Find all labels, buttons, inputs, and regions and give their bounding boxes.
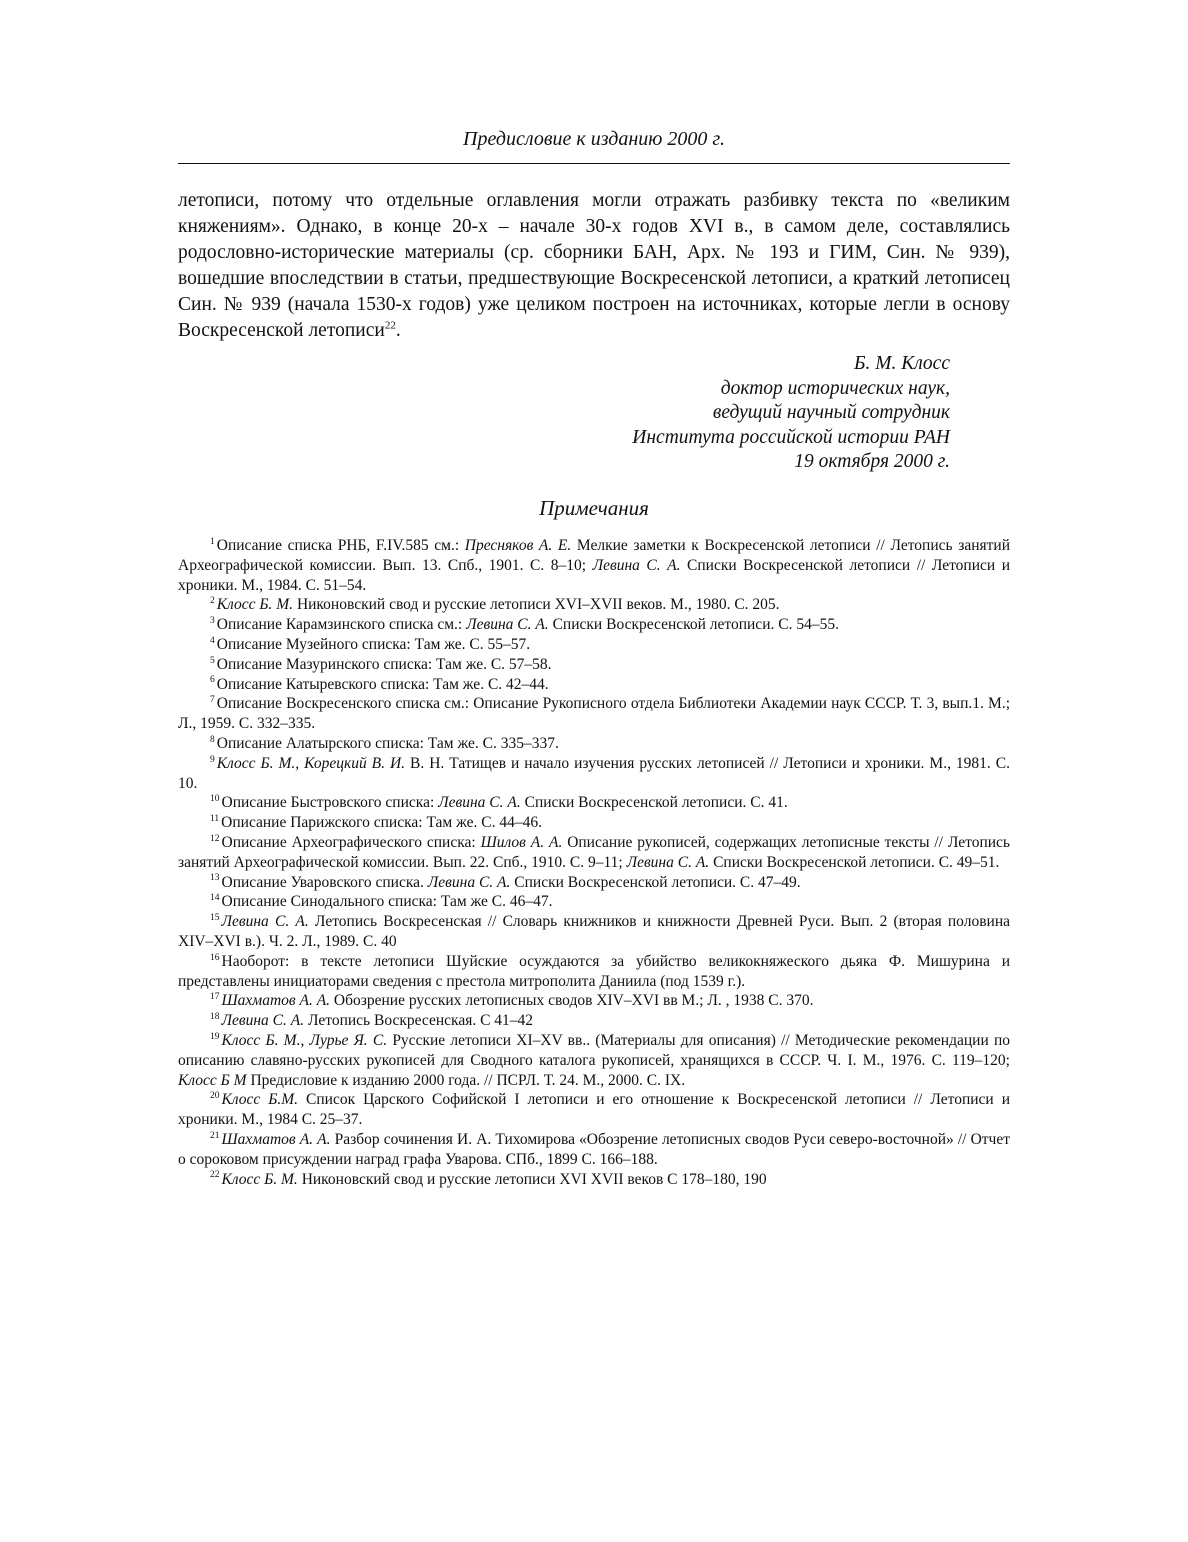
note-number: 10: [210, 794, 220, 805]
note-number: 5: [210, 655, 215, 666]
body-paragraph: [178, 188, 1010, 344]
note-19: [178, 1031, 1010, 1090]
body-end-punct: .: [395, 320, 401, 341]
note-number: 16: [210, 952, 220, 963]
note-15: [178, 912, 1010, 952]
note-text: Никоновский свод и русские летописи XVI–XVII веков. М., 1980. С. 205.: [293, 596, 780, 614]
author-name: Б. М. Клосс: [854, 353, 950, 374]
note-text: Списки Воскресенской летописи. С. 47–49.: [510, 873, 801, 891]
note-number: 7: [210, 695, 215, 706]
footnote-ref: 22: [384, 319, 396, 332]
note-22: [178, 1170, 1010, 1190]
notes-title: Примечания: [539, 496, 649, 520]
running-header: Предисловие к изданию 2000 г.: [463, 128, 725, 150]
body-text: летописи, потому что отдельные оглавления могли отражать разбивку текста по «великим княжениям». Однако, в конце 20-х – начале 30-х годов XVI в., в самом деле, составлялись родословно-исторические материалы (ср. сборники БАН, Арх. № 193 и ГИМ, Син. № 939), вошедшие впоследствии в статьи, предшествующие Воскресенской летописи, а краткий летописец Син. № 939 (начала 1530-х годов) уже целиком построен на источниках, которые легли в основу Воскресенской летописи: [178, 190, 1010, 341]
note-text: Мелкие заметки к Воскресенской летописи // Летопись занятий Археографической комиссии. Вып. 13. Спб., 1901. С. 8–10;: [178, 537, 1010, 574]
author-institution: Института российской истории РАН: [632, 426, 950, 448]
note-author: Клосс Б. М.: [216, 596, 294, 614]
note-number: 6: [210, 675, 215, 686]
note-17: [178, 991, 1010, 1011]
note-21: [178, 1130, 1010, 1170]
note-text: Описание Воскресенского списка см.: Описание Рукописного отдела Библиотеки Академии наук СССР. Т. 3, вып.1. М.; Л., 1959. С. 332–335.: [178, 695, 1010, 733]
note-8: [178, 734, 1010, 754]
note-text: Списки Воскресенской летописи. С. 54–55.: [548, 616, 839, 634]
note-number: 22: [210, 1170, 220, 1181]
note-9: [178, 754, 1010, 794]
note-author: Клосс Б. М.: [221, 1170, 298, 1188]
note-12: [178, 833, 1010, 873]
note-author: Шилов А. А.: [480, 833, 563, 851]
note-18: [178, 1011, 1010, 1031]
note-text: Летопись Воскресенская // Словарь книжников и книжности Древней Руси. Вып. 2 (вторая половина XIV–XVI в.). Ч. 2. Л., 1989. С. 40: [178, 913, 1010, 950]
note-author: Левина С. А.: [221, 913, 309, 931]
note-number: 1: [210, 536, 215, 547]
note-author: Левина С. А.: [427, 873, 511, 891]
note-text: Описание Синодального списка: Там же С. 46–47.: [221, 893, 553, 911]
note-number: 4: [210, 635, 215, 646]
note-author: Шахматов А. А.: [221, 992, 331, 1010]
note-11: [178, 813, 1010, 833]
note-number: 9: [210, 754, 215, 765]
note-text: Описание списка РНБ, F.IV.585 см.:: [216, 537, 465, 554]
note-text: Список Царского Софийской I летописи и его отношение к Воскресенской летописи // Летописи и хроники. М., 1984 С. 25–37.: [178, 1091, 1010, 1129]
note-text: Летопись Воскресенская. С 41–42: [304, 1012, 534, 1030]
note-text: Описание Карамзинского списка см.:: [216, 616, 467, 634]
signature-date: 19 октября 2000 г.: [794, 451, 950, 472]
note-13: [178, 873, 1010, 893]
note-number: 20: [210, 1091, 220, 1102]
note-text: Описание Уваровского списка.: [221, 873, 428, 891]
note-text: Описание Катыревского списка: Там же. С. 42–44.: [216, 675, 549, 693]
note-number: 11: [210, 814, 220, 824]
note-text: Наоборот: в тексте летописи Шуйские осуждаются за убийство великокняжеского дьяка Ф. Мишурина и представлены инициаторами сведения с престола митрополита Даниила (под 1539 г.).: [178, 952, 1010, 990]
author-degree: доктор исторических наук,: [720, 377, 950, 399]
note-16: [178, 952, 1010, 992]
note-author: Клосс Б М: [178, 1071, 247, 1089]
note-text: Разбор сочинения И. А. Тихомирова «Обозрение летописных сводов Руси северо-восточной» // Отчет о сороковом присуждении наград графа Уварова. СПб., 1899 С. 166–188.: [178, 1130, 1010, 1168]
note-author: Левина С. А.: [438, 794, 521, 812]
note-number: 8: [210, 734, 215, 745]
note-number: 14: [210, 893, 220, 904]
note-author: Левина С. А.: [626, 853, 710, 871]
note-text: Предисловие к изданию 2000 года. // ПСРЛ. Т. 24. М., 2000. С. IX.: [246, 1071, 686, 1089]
note-author: Шахматов А. А.: [221, 1130, 331, 1148]
note-text: Описание рукописей, содержащих летописные тексты // Летопись занятий Археографической комиссии. Вып. 22. Спб., 1910. С. 9–11;: [178, 833, 1010, 871]
note-number: 19: [210, 1031, 220, 1042]
note-text: Обозрение русских летописных сводов XIV–XVI вв М.; Л. , 1938 С. 370.: [330, 992, 814, 1010]
note-text: Списки Воскресенской летописи. С. 49–51.: [709, 853, 1000, 871]
note-number: 3: [210, 616, 215, 627]
note-text: Описание Мазуринского списка: Там же. С. 57–58.: [216, 655, 552, 673]
note-5: [178, 655, 1010, 675]
note-number: 15: [210, 912, 220, 923]
note-text: Описание Археографического списка:: [221, 833, 481, 851]
note-number: 13: [210, 873, 220, 884]
note-author: Клосс Б.М.: [221, 1091, 299, 1109]
note-text: Описание Алатырского списка: Там же. С. 335–337.: [216, 734, 559, 752]
note-number: 18: [210, 1011, 220, 1022]
note-number: 12: [210, 833, 220, 844]
note-7: [178, 694, 1010, 734]
notes-list: [178, 536, 1010, 1189]
note-author: Левина С. А.: [466, 616, 549, 634]
note-text: Русские летописи XI–XV вв.. (Материалы для описания) // Методические рекомендации по описанию славяно-русских рукописей для Сводного каталога рукописей, хранящихся в СССР. Ч. I. М., 1976. С. 119–120;: [178, 1031, 1011, 1069]
note-4: [178, 635, 1010, 655]
note-text: Описание Парижского списка: Там же. С. 44–46.: [221, 814, 542, 832]
note-number: 17: [210, 992, 220, 1003]
note-author: Клосс Б. М., Корецкий В. И.: [216, 754, 406, 772]
note-10: [178, 793, 1010, 813]
note-number: 21: [210, 1130, 220, 1141]
note-text: Никоновский свод и русские летописи XVI XVII веков С 178–180, 190: [297, 1170, 767, 1188]
note-author: Левина С. А.: [221, 1012, 305, 1030]
note-author: Пресняков А. Е.: [464, 537, 572, 554]
author-position: ведущий научный сотрудник: [712, 402, 950, 423]
note-14: [178, 892, 1010, 912]
note-text: Списки Воскресенской летописи // Летописи и хроники. М., 1984. С. 51–54.: [178, 556, 1011, 594]
signature-block: [632, 352, 950, 475]
note-number: 2: [210, 596, 215, 607]
note-6: [178, 675, 1010, 695]
note-text: Описание Музейного списка: Там же. С. 55–57.: [216, 635, 531, 653]
note-author: Клосс Б. М., Лурье Я. С.: [221, 1031, 388, 1049]
note-text: Описание Быстровского списка:: [221, 794, 439, 812]
note-text: В. Н. Татищев и начало изучения русских летописей // Летописи и хроники. М., 1981. С. 10.: [178, 754, 1010, 792]
note-3: [178, 615, 1010, 635]
note-author: Левина С. А.: [592, 556, 681, 574]
note-1: [178, 536, 1010, 595]
note-20: [178, 1090, 1010, 1130]
header-rule: [178, 163, 1010, 164]
note-text: Списки Воскресенской летописи. С. 41.: [520, 794, 788, 812]
note-2: [178, 595, 1010, 615]
